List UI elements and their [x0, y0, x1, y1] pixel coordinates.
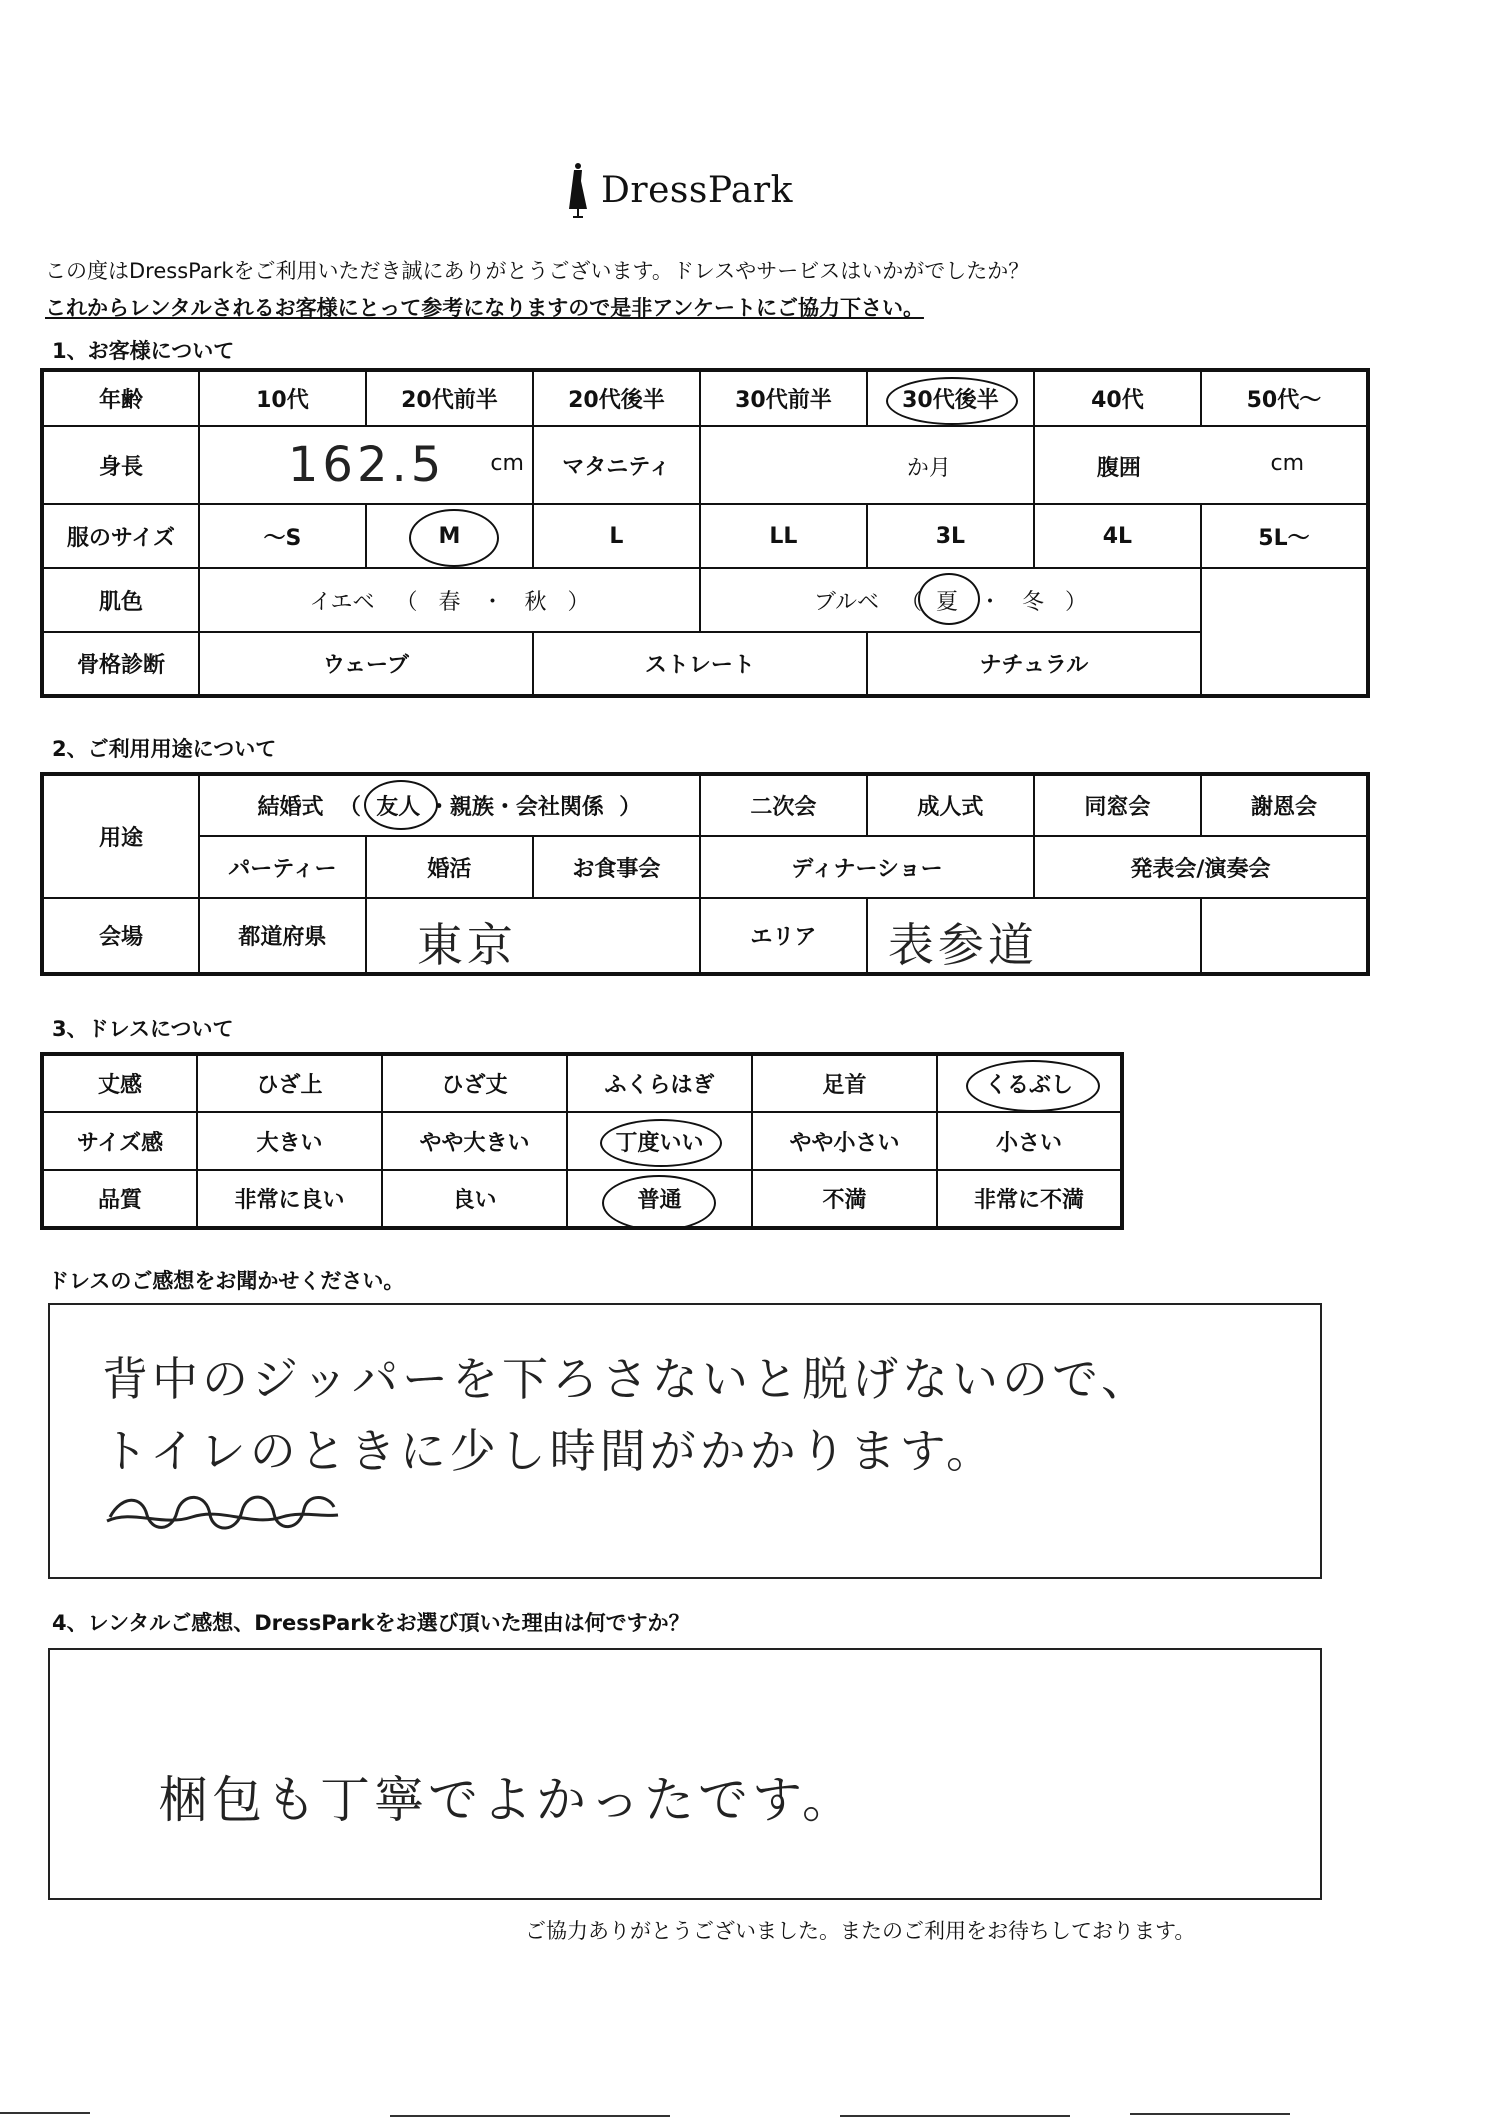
scribble-mark [102, 1487, 342, 1537]
length-option[interactable]: 足首 [752, 1054, 937, 1112]
purpose-option[interactable]: 二次会 [700, 774, 867, 836]
size-row [42, 504, 1368, 568]
size-option-selected[interactable] [366, 504, 533, 568]
size-selected-text: M [438, 523, 461, 549]
section-3-title: 3、ドレスについて [52, 1017, 234, 1041]
winter-option[interactable]: 冬 [1021, 589, 1044, 615]
purpose-option[interactable]: ディナーショー [700, 836, 1034, 898]
frame-option[interactable]: ウェーブ [199, 632, 533, 696]
intro-line-2: これからレンタルされるお客様にとって参考になりますので是非アンケートにご協力下さい。 [45, 296, 924, 320]
purpose-row-2 [42, 836, 1368, 898]
length-selected-text: くるぶし [984, 1073, 1073, 1098]
fit-option[interactable]: やや大きい [382, 1112, 567, 1170]
frame-row [42, 632, 1368, 696]
height-field[interactable] [199, 426, 533, 504]
wedding-other-options[interactable]: ・親族・会社関係 [427, 795, 604, 820]
section-4-title: 4、レンタルご感想、DressParkをお選び頂いた理由は何ですか？ [52, 1611, 690, 1635]
quality-option[interactable]: 非常に不満 [937, 1170, 1122, 1228]
maternity-unit: か月 [906, 456, 951, 481]
area-value: 表参道 [887, 918, 1038, 972]
impression-prompt: ドレスのご感想をお聞かせください。 [48, 1269, 405, 1293]
quality-option[interactable]: 不満 [752, 1170, 937, 1228]
friend-text: 友人 [376, 795, 421, 820]
blue-base-label: ブルベ [813, 589, 879, 615]
length-option[interactable]: ひざ上 [197, 1054, 382, 1112]
prefecture-label: 都道府県 [199, 898, 366, 974]
paren-close: ） [553, 589, 590, 615]
fit-option-selected[interactable] [567, 1112, 752, 1170]
height-label: 身長 [42, 426, 199, 504]
purpose-option[interactable]: お食事会 [533, 836, 700, 898]
reason-box[interactable] [48, 1648, 1322, 1900]
scan-artifact [390, 2115, 670, 2117]
section-1-title: 1、お客様について [52, 339, 235, 363]
intro-line-1: この度はDressParkをご利用いただき誠にありがとうございます。ドレスやサービスはいかがでしたか？ [45, 259, 1030, 283]
size-option[interactable]: LL [700, 504, 867, 568]
age-option[interactable]: 10代 [199, 370, 366, 426]
quality-label: 品質 [42, 1170, 197, 1228]
length-row [42, 1054, 1122, 1112]
age-option-selected[interactable] [867, 370, 1034, 426]
purpose-option[interactable]: 謝恩会 [1201, 774, 1368, 836]
prefecture-value: 東京 [416, 918, 517, 972]
maternity-label: マタニティ [533, 426, 700, 504]
skin-label: 肌色 [42, 568, 199, 632]
frame-option[interactable]: ナチュラル [867, 632, 1201, 696]
size-option[interactable]: 4L [1034, 504, 1201, 568]
logo [565, 160, 793, 220]
scan-artifact [1130, 2113, 1290, 2115]
logo-text: DressPark [601, 169, 793, 211]
empty-cell [1201, 632, 1368, 696]
quality-option-selected[interactable] [567, 1170, 752, 1228]
length-option[interactable]: ひざ丈 [382, 1054, 567, 1112]
blue-base-field[interactable] [700, 568, 1201, 632]
venue-label: 会場 [42, 898, 199, 974]
thanks-message: ご協力ありがとうございました。またのご利用をお待ちしております。 [525, 1919, 1196, 1943]
height-row [42, 426, 1368, 504]
height-value: 162.5 [287, 437, 446, 493]
purpose-label: 用途 [42, 774, 199, 898]
summer-text: 夏 [935, 589, 958, 615]
maternity-field[interactable] [700, 426, 1034, 504]
age-option[interactable]: 20代前半 [366, 370, 533, 426]
paren-close: ） [1050, 589, 1087, 615]
separator-dot: ・ [964, 589, 1015, 615]
area-label: エリア [700, 898, 867, 974]
fit-option[interactable]: やや小さい [752, 1112, 937, 1170]
age-row [42, 370, 1368, 426]
section-2-title: 2、ご利用用途について [52, 737, 277, 761]
impression-line-1: 背中のジッパーを下ろさないと脱げないので、 [102, 1352, 1152, 1406]
dress-table [40, 1052, 1124, 1230]
impression-line-2: トイレのときに少し時間がかかります。 [102, 1424, 997, 1478]
impression-box[interactable] [48, 1303, 1322, 1579]
age-label: 年齢 [42, 370, 199, 426]
length-option[interactable]: ふくらはぎ [567, 1054, 752, 1112]
yellow-base-field[interactable] [199, 568, 700, 632]
paren-open: （ [381, 589, 432, 615]
skin-row [42, 568, 1368, 632]
frame-label: 骨格診断 [42, 632, 199, 696]
age-option[interactable]: 20代後半 [533, 370, 700, 426]
waist-label: 腹囲 [1096, 456, 1141, 481]
paren-close: ） [611, 795, 642, 820]
dress-icon [565, 161, 591, 219]
size-label: 服のサイズ [42, 504, 199, 568]
purpose-option[interactable]: 成人式 [867, 774, 1034, 836]
quality-option[interactable]: 良い [382, 1170, 567, 1228]
venue-row [42, 898, 1368, 974]
wedding-field[interactable] [199, 774, 700, 836]
prefecture-field[interactable] [366, 898, 700, 974]
paren-open: （ [885, 589, 929, 615]
purpose-option[interactable]: 発表会/演奏会 [1034, 836, 1368, 898]
fit-selected-text: 丁度いい [615, 1130, 704, 1156]
size-option[interactable]: 5L～ [1201, 504, 1368, 568]
empty-cell [1201, 568, 1368, 632]
reason-answer: 梱包も丁寧でよかったです。 [158, 1771, 856, 1829]
summer-option-selected[interactable] [936, 585, 958, 616]
area-field[interactable] [867, 898, 1201, 974]
purpose-row-1 [42, 774, 1368, 836]
quality-selected-text: 普通 [637, 1188, 682, 1213]
fit-option[interactable]: 大きい [197, 1112, 382, 1170]
age-option[interactable]: 30代前半 [700, 370, 867, 426]
waist-field[interactable] [1034, 426, 1368, 504]
purpose-table [40, 772, 1370, 976]
frame-option[interactable]: ストレート [533, 632, 867, 696]
purpose-option[interactable]: 婚活 [366, 836, 533, 898]
length-option-selected[interactable] [937, 1054, 1122, 1112]
age-selected-text: 30代後半 [902, 388, 999, 413]
length-label: 丈感 [42, 1054, 197, 1112]
fit-row [42, 1112, 1122, 1170]
scan-artifact [840, 2115, 1070, 2117]
separator-dot: ・ [467, 589, 518, 615]
waist-unit: cm [1270, 451, 1304, 476]
fit-option[interactable]: 小さい [937, 1112, 1122, 1170]
wedding-label: 結婚式 [257, 795, 324, 820]
yellow-base-label: イエベ [309, 589, 375, 615]
autumn-option[interactable]: 秋 [524, 589, 547, 615]
scan-artifact [0, 2112, 90, 2114]
empty-cell [1201, 898, 1368, 974]
size-option[interactable]: L [533, 504, 700, 568]
height-unit: cm [490, 451, 524, 476]
size-option[interactable]: ～S [199, 504, 366, 568]
spring-option[interactable]: 春 [438, 589, 461, 615]
age-option[interactable]: 40代 [1034, 370, 1201, 426]
size-option[interactable]: 3L [867, 504, 1034, 568]
paren-open: （ [331, 795, 369, 820]
fit-label: サイズ感 [42, 1112, 197, 1170]
purpose-option[interactable]: パーティー [199, 836, 366, 898]
wedding-friend-selected[interactable] [376, 790, 420, 821]
age-option[interactable]: 50代～ [1201, 370, 1368, 426]
customer-table [40, 368, 1370, 698]
quality-option[interactable]: 非常に良い [197, 1170, 382, 1228]
quality-row [42, 1170, 1122, 1228]
purpose-option[interactable]: 同窓会 [1034, 774, 1201, 836]
